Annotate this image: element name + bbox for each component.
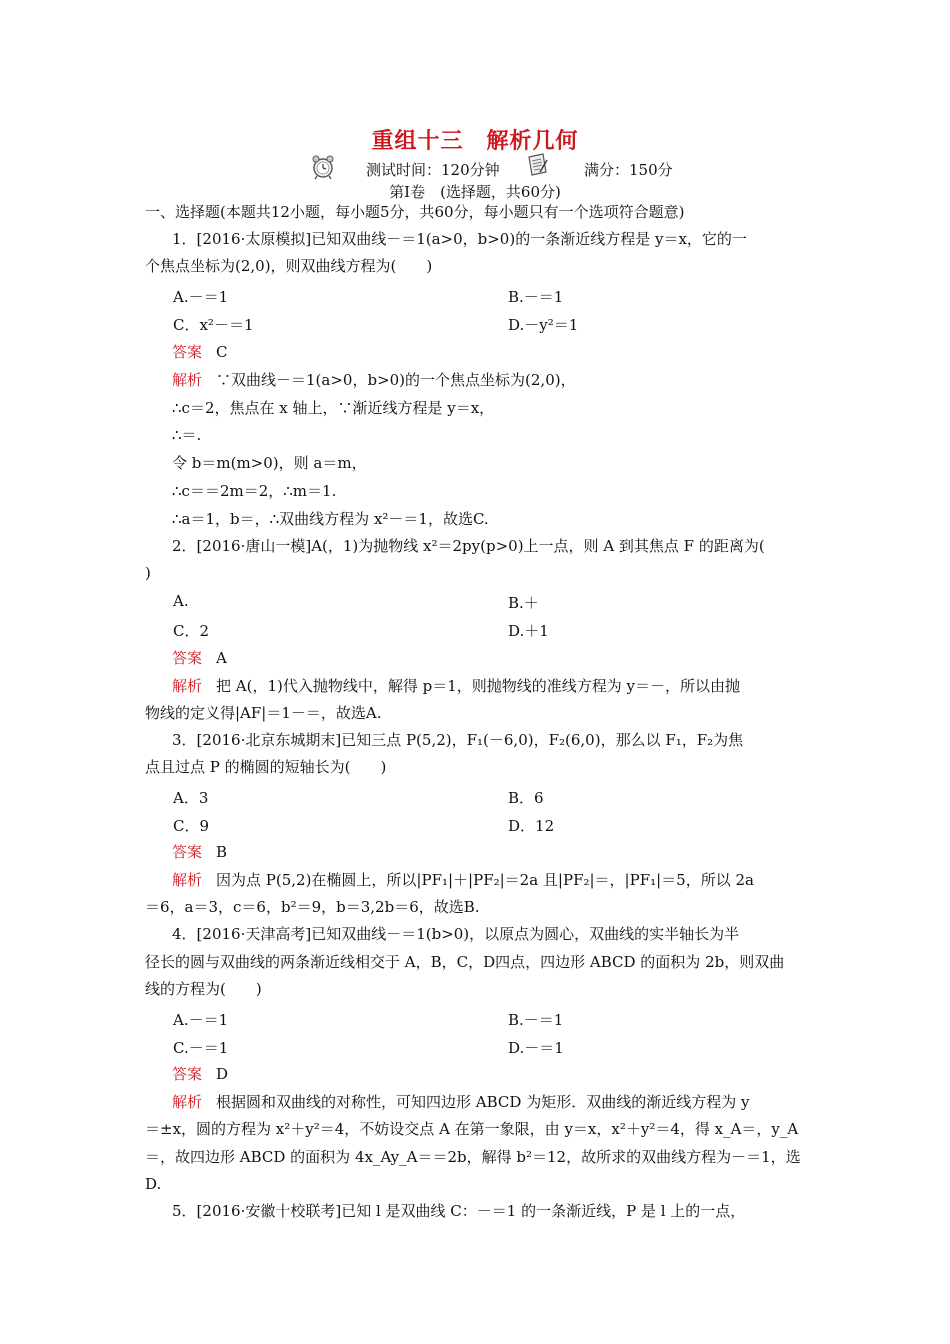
q4-answer [172, 1064, 228, 1084]
q1-analysis-line-3: ∴＝. [172, 426, 202, 444]
q4-analysis [172, 1092, 749, 1112]
question-4-text-cont: 径长的圆与双曲线的两条渐近线相交于 A，B，C，D四点，四边形 ABCD 的面积为 2b，则双曲 [145, 953, 785, 971]
section-heading: 一、选择题(本题共12小题，每小题5分，共60分，每小题只有一个选项符合题意) [145, 203, 685, 221]
q2-answer-value: A [216, 649, 227, 667]
q2-option-b: B.＋ [508, 594, 539, 612]
q3-analysis-line-2: ＝6，a＝3，c＝6，b²＝9，b＝3,2b＝6，故选B. [145, 898, 480, 916]
q1-analysis [172, 370, 576, 390]
q2-analysis [172, 676, 740, 696]
q4-analysis-line-3: ＝，故四边形 ABCD 的面积为 4x_Ay_A＝＝2b，解得 b²＝12，故所求的双曲线方程为－＝1，选 [145, 1148, 801, 1166]
q1-option-d: D.－y²＝1 [508, 316, 579, 334]
q4-analysis-line-4: D. [145, 1175, 162, 1193]
q3-answer-value: B [216, 843, 228, 861]
answer-label: 答案 [172, 843, 203, 861]
question-3-text-cont: 点且过点 P 的椭圆的短轴长为( ) [145, 758, 387, 776]
q4-option-d: D.－＝1 [508, 1039, 564, 1057]
analysis-label: 解析 [172, 1093, 203, 1111]
answer-label: 答案 [172, 649, 203, 667]
question-4-text: 4．[2016·天津高考]已知双曲线－＝1(b>0)，以原点为圆心，双曲线的实半轴长为半 [172, 925, 740, 943]
page-title: 重组十三 解析几何 [371, 128, 579, 154]
q2-analysis-line-1: 把 A(，1)代入抛物线中，解得 p＝1，则抛物线的准线方程为 y＝－，所以由抛 [216, 677, 741, 695]
q3-answer [172, 842, 227, 862]
q1-option-b: B.－＝1 [508, 288, 564, 306]
q4-option-b: B.－＝1 [508, 1011, 564, 1029]
q3-option-d: D．12 [508, 817, 555, 835]
test-meta [0, 158, 950, 180]
q1-option-c: C．x²－＝1 [173, 316, 254, 334]
analysis-label: 解析 [172, 677, 203, 695]
q3-option-c: C．9 [173, 817, 210, 835]
alarm-clock-icon [310, 154, 336, 180]
q3-option-a: A．3 [173, 789, 209, 807]
q2-analysis-line-2: 物线的定义得|AF|＝1－＝，故选A. [145, 704, 382, 722]
question-2-text: 2．[2016·唐山一模]A(，1)为抛物线 x²＝2py(p>0)上一点，则 A 到其焦点 F 的距离为( [172, 537, 765, 555]
q4-option-a: A.－＝1 [173, 1011, 229, 1029]
q3-option-b: B．6 [508, 789, 544, 807]
test-time: 测试时间：120分钟 [366, 161, 500, 179]
q2-option-d: D.＋1 [508, 622, 549, 640]
q1-answer-value: C [216, 343, 228, 361]
q1-analysis-line-5: ∴c＝＝2m＝2，∴m＝1. [172, 482, 337, 500]
q4-answer-value: D [216, 1065, 229, 1083]
analysis-label: 解析 [172, 371, 203, 389]
question-1-text: 1．[2016·太原模拟]已知双曲线－＝1(a>0，b>0)的一条渐近线方程是 y＝x，它的一 [172, 230, 747, 248]
question-2-text-cont: ) [145, 564, 151, 582]
q1-answer [172, 342, 228, 362]
question-3-text: 3．[2016·北京东城期末]已知三点 P(5,2)，F₁(－6,0)，F₂(6,0)，那么以 F₁，F₂为焦 [172, 731, 744, 749]
q1-analysis-line-1: ∵双曲线－＝1(a>0，b>0)的一个焦点坐标为(2,0)， [216, 371, 576, 389]
q4-option-c: C.－＝1 [173, 1039, 229, 1057]
q1-analysis-line-4: 令 b＝m(m>0)，则 a＝m， [172, 454, 367, 472]
q2-answer [172, 648, 227, 668]
q1-analysis-line-6: ∴a＝1，b＝，∴双曲线方程为 x²－＝1，故选C. [172, 510, 489, 528]
q2-option-a: A. [173, 592, 189, 610]
q1-analysis-line-2: ∴c＝2，焦点在 x 轴上，∵渐近线方程是 y＝x， [172, 399, 495, 417]
answer-label: 答案 [172, 1065, 203, 1083]
q3-analysis-line-1: 因为点 P(5,2)在椭圆上，所以|PF₁|＋|PF₂|＝2a 且|PF₂|＝，|PF₁|＝5，所以 2a [216, 871, 754, 889]
question-1-text-cont: 个焦点坐标为(2,0)，则双曲线方程为( ) [145, 257, 433, 275]
question-5-text: 5．[2016·安徽十校联考]已知 l 是双曲线 C：－＝1 的一条渐近线，P 是 l 上的一点， [172, 1202, 746, 1220]
analysis-label: 解析 [172, 871, 203, 889]
q4-analysis-line-1: 根据圆和双曲线的对称性，可知四边形 ABCD 为矩形．双曲线的渐近线方程为 y [216, 1093, 750, 1111]
exam-paper-icon [525, 152, 549, 178]
q3-analysis [172, 870, 754, 890]
full-score: 满分：150分 [584, 161, 673, 179]
q2-option-c: C．2 [173, 622, 210, 640]
q1-option-a: A.－＝1 [173, 288, 229, 306]
question-4-text-cont-2: 线的方程为( ) [145, 980, 262, 998]
answer-label: 答案 [172, 343, 203, 361]
q4-analysis-line-2: ＝±x，圆的方程为 x²＋y²＝4，不妨设交点 A 在第一象限，由 y＝x，x²＋y²＝4，得 x_A＝，y_A [145, 1120, 799, 1138]
volume-heading: 第Ⅰ卷 (选择题，共60分) [389, 183, 561, 201]
